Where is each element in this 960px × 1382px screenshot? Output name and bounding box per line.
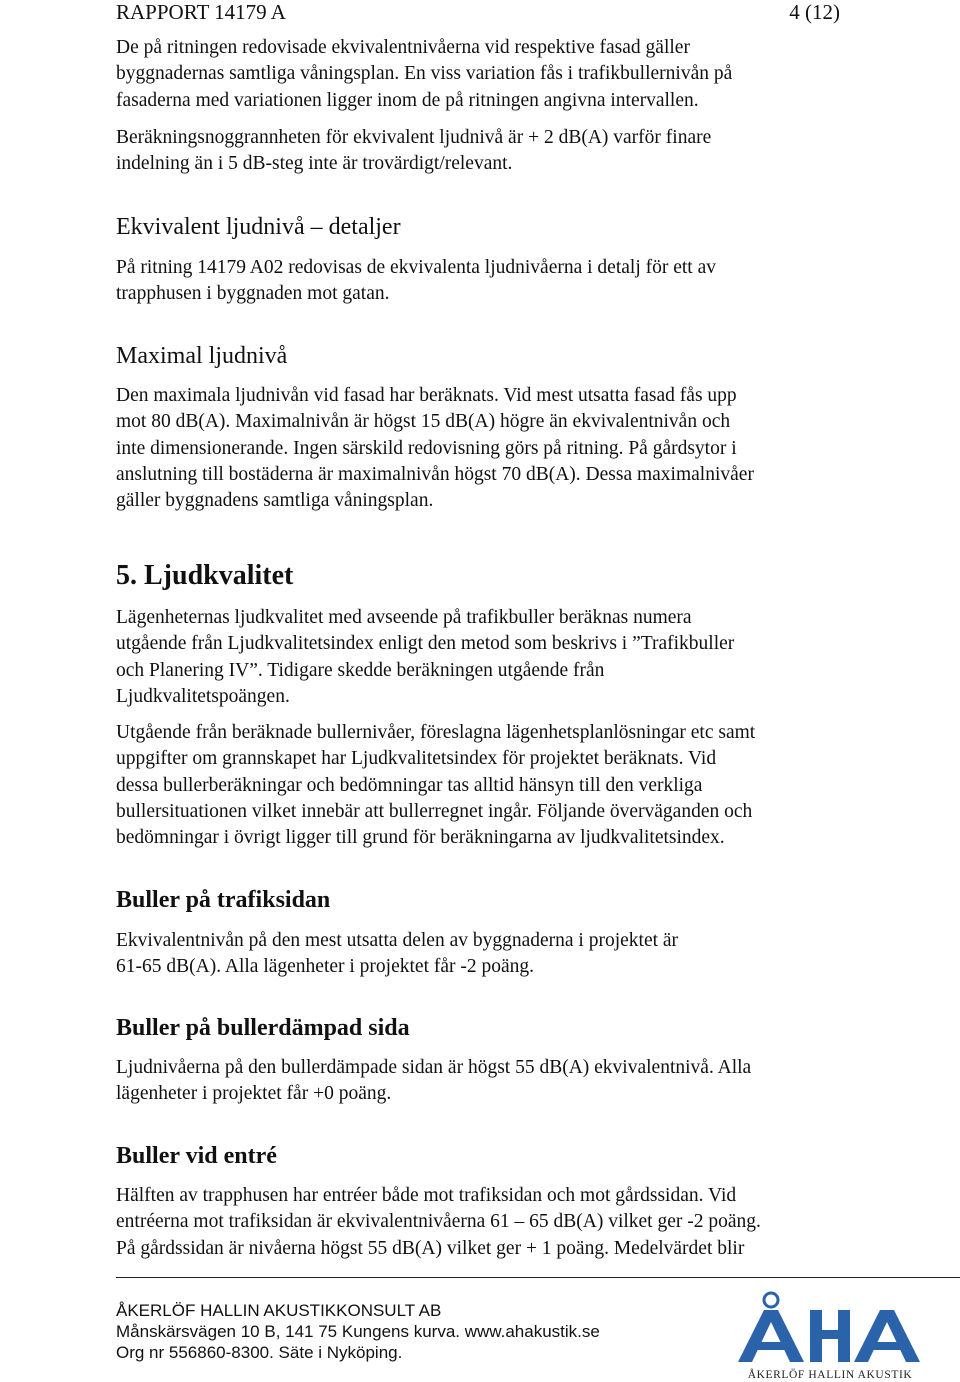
logo-caption: ÅKERLÖF HALLIN AKUSTIK: [747, 1369, 913, 1381]
text-line: byggnadernas samtliga våningsplan. En viss variation fås i trafikbullernivån på: [116, 63, 733, 85]
text-line: Ljudnivåerna på den bullerdämpade sidan är högst 55 dB(A) ekvivalentnivå. Alla: [116, 1057, 752, 1078]
heading-buller-trafiksidan: Buller på trafiksidan: [116, 887, 331, 913]
text-line: utgående från Ljudkvalitetsindex enligt den metod som beskrivs i ”Trafikbuller: [116, 633, 735, 655]
text-line: På gårdssidan är nivåerna högst 55 dB(A) vilket ger + 1 poäng. Medelvärdet blir: [116, 1237, 745, 1259]
text-line: De på ritningen redovisade ekvivalentnivåerna vid respektive fasad gäller: [116, 37, 690, 58]
intro-paragraph-1: [116, 35, 876, 114]
text-line: mot 80 dB(A). Maximalnivån är högst 15 dB(A) högre än ekvivalentnivån och: [116, 411, 731, 433]
heading-ekvivalent-detaljer: Ekvivalent ljudnivå – detaljer: [116, 214, 401, 240]
entre-paragraph: [116, 1183, 876, 1262]
text-line: och Planering IV”. Tidigare skedde beräkningen utgående från: [116, 659, 605, 681]
intro-paragraph-2: [116, 125, 876, 178]
page-header: [116, 0, 840, 26]
text-line: anslutning till bostäderna är maximalnivån högst 70 dB(A). Dessa maximalnivåer: [116, 463, 754, 485]
text-line: Ljudkvalitetspoängen.: [116, 685, 290, 707]
text-line: 61-65 dB(A). Alla lägenheter i projektet får -2 poäng.: [116, 956, 535, 978]
ljudkvalitet-paragraph-1: [116, 605, 876, 710]
text-line: Beräkningsnoggrannheten för ekvivalent ljudnivå är + 2 dB(A) varför finare: [116, 127, 712, 148]
text-line: inte dimensionerande. Ingen särskild redovisning görs på ritning. På gårdsytor i: [116, 437, 737, 459]
text-line: Den maximala ljudnivån vid fasad har beräknats. Vid mest utsatta fasad fås upp: [116, 385, 737, 406]
text-line: bedömningar i övrigt ligger till grund för beräkningarna av ljudkvalitetsindex.: [116, 827, 725, 849]
text-line: entréerna mot trafiksidan är ekvivalentnivåerna 61 – 65 dB(A) vilket ger -2 poäng.: [116, 1211, 761, 1233]
text-line: uppgifter om grannskapet har Ljudkvalitetsindex för projektet beräknats. Vid: [116, 748, 717, 770]
heading-section-5: 5. Ljudkvalitet: [116, 560, 294, 591]
text-line: trapphusen i byggnaden mot gatan.: [116, 283, 390, 305]
page-number: 4 (12): [789, 0, 840, 24]
text-line: indelning än i 5 dB-steg inte är trovärdigt/relevant.: [116, 153, 513, 175]
text-line: fasaderna med variationen ligger inom de på ritningen angivna intervallen.: [116, 89, 699, 111]
heading-buller-entre: Buller vid entré: [116, 1143, 277, 1169]
footer-org: Org nr 556860-8300. Säte i Nyköping.: [116, 1343, 403, 1362]
text-line: Utgående från beräknade bullernivåer, föreslagna lägenhetsplanlösningar etc samt: [116, 722, 756, 743]
ekvivalent-paragraph: [116, 255, 876, 308]
heading-buller-bullerdampad: Buller på bullerdämpad sida: [116, 1015, 410, 1041]
text-line: bullersituationen vilket innebär att bullerregnet ingår. Följande överväganden och: [116, 800, 753, 822]
text-line: Hälften av trapphusen har entréer både mot trafiksidan och mot gårdssidan. Vid: [116, 1185, 737, 1206]
trafiksidan-paragraph: [116, 928, 876, 981]
footer: [116, 1300, 600, 1363]
bullerdampad-paragraph: [116, 1055, 876, 1108]
text-line: Lägenheternas ljudkvalitet med avseende på trafikbuller beräknas numera: [116, 607, 692, 628]
text-line: Ekvivalentnivån på den mest utsatta delen av byggnaderna i projektet är: [116, 930, 679, 951]
maximal-paragraph: [116, 383, 876, 514]
footer-address: Månskärsvägen 10 B, 141 75 Kungens kurva. www.ahakustik.se: [116, 1322, 600, 1341]
report-number: RAPPORT 14179 A: [116, 0, 286, 24]
text-line: dessa bullerberäkningar och bedömningar tas alltid hänsyn till den verkliga: [116, 774, 703, 796]
text-line: gäller byggnadens samtliga våningsplan.: [116, 490, 434, 512]
company-logo: [730, 1290, 930, 1382]
heading-maximal-ljudniva: Maximal ljudnivå: [116, 343, 288, 369]
ljudkvalitet-paragraph-2: [116, 720, 876, 851]
text-line: lägenheter i projektet får +0 poäng.: [116, 1083, 392, 1105]
footer-company: ÅKERLÖF HALLIN AKUSTIKKONSULT AB: [116, 1301, 442, 1320]
footer-divider: [116, 1277, 960, 1278]
text-line: På ritning 14179 A02 redovisas de ekvivalenta ljudnivåerna i detalj för ett av: [116, 257, 717, 278]
